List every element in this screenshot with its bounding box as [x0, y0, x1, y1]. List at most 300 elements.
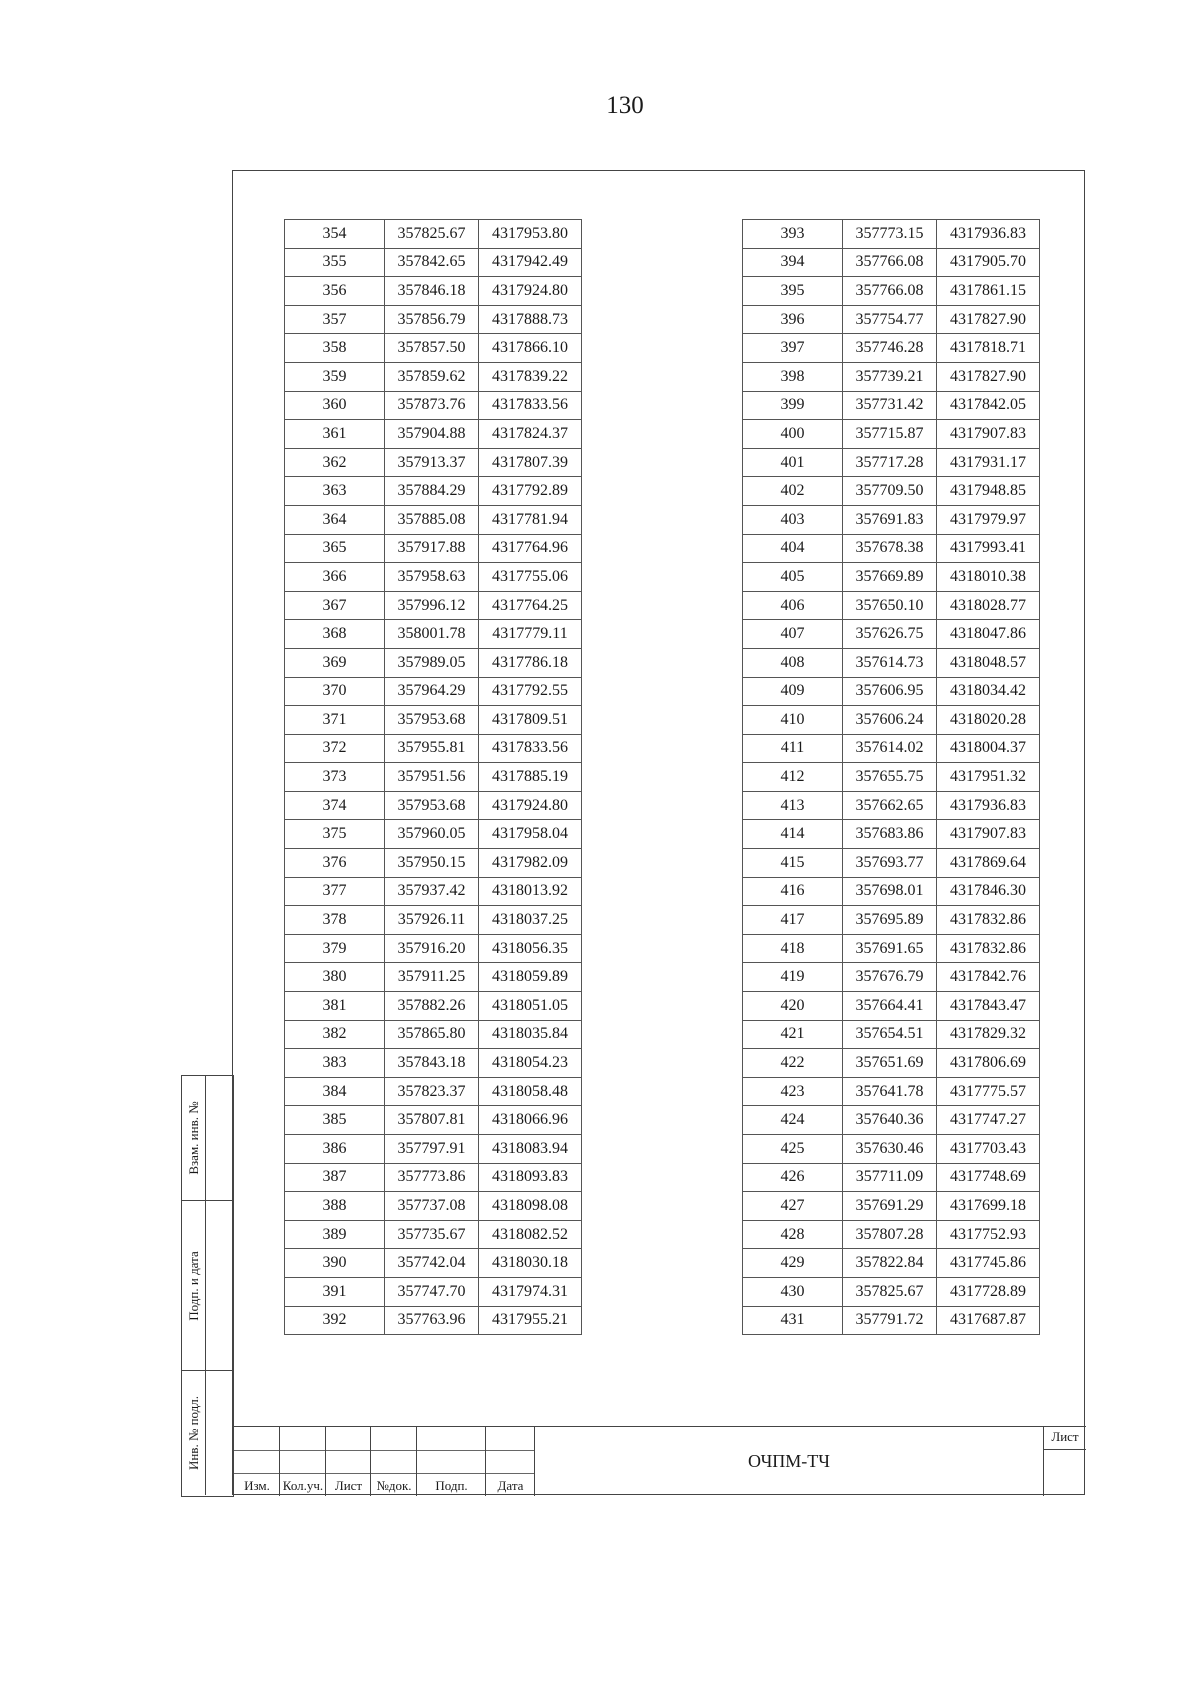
y-coordinate-cell: 4317832.86: [937, 906, 1040, 935]
table-row: [285, 220, 582, 249]
table-row: [743, 820, 1040, 849]
tb-header-koluch: Кол.уч.: [282, 1478, 324, 1493]
table-row: [743, 420, 1040, 449]
point-number-cell: 419: [743, 963, 843, 992]
point-number-cell: 376: [285, 849, 385, 878]
table-row: [743, 992, 1040, 1021]
table-row: [285, 877, 582, 906]
x-coordinate-cell: 357606.24: [843, 706, 937, 735]
y-coordinate-cell: 4317764.96: [479, 534, 582, 563]
x-coordinate-cell: 357669.89: [843, 563, 937, 592]
y-coordinate-cell: 4318098.08: [479, 1192, 582, 1221]
y-coordinate-cell: 4317781.94: [479, 505, 582, 534]
y-coordinate-cell: 4317824.37: [479, 420, 582, 449]
y-coordinate-cell: 4318059.89: [479, 963, 582, 992]
table-row: [743, 734, 1040, 763]
table-row: [743, 849, 1040, 878]
point-number-cell: 370: [285, 677, 385, 706]
x-coordinate-cell: 357709.50: [843, 477, 937, 506]
y-coordinate-cell: 4318013.92: [479, 877, 582, 906]
table-row: [285, 934, 582, 963]
y-coordinate-cell: 4317833.56: [479, 734, 582, 763]
x-coordinate-cell: 357693.77: [843, 849, 937, 878]
point-number-cell: 362: [285, 448, 385, 477]
table-row: [743, 1306, 1040, 1335]
side-label-vzam: Взам. инв. №: [186, 1101, 201, 1175]
point-number-cell: 423: [743, 1077, 843, 1106]
table-row: [743, 477, 1040, 506]
x-coordinate-cell: 357683.86: [843, 820, 937, 849]
y-coordinate-cell: 4318054.23: [479, 1049, 582, 1078]
table-row: [285, 1277, 582, 1306]
title-block-grid: [234, 1427, 535, 1496]
x-coordinate-cell: 357754.77: [843, 305, 937, 334]
point-number-cell: 379: [285, 934, 385, 963]
y-coordinate-cell: 4317842.05: [937, 391, 1040, 420]
page-number: 130: [606, 92, 644, 119]
y-coordinate-cell: 4317866.10: [479, 334, 582, 363]
table-row: [285, 563, 582, 592]
x-coordinate-cell: 357807.28: [843, 1220, 937, 1249]
y-coordinate-cell: 4317809.51: [479, 706, 582, 735]
point-number-cell: 382: [285, 1020, 385, 1049]
y-coordinate-cell: 4317829.32: [937, 1020, 1040, 1049]
y-coordinate-cell: 4317747.27: [937, 1106, 1040, 1135]
x-coordinate-cell: 357731.42: [843, 391, 937, 420]
table-row: [743, 934, 1040, 963]
y-coordinate-cell: 4317745.86: [937, 1249, 1040, 1278]
x-coordinate-cell: 357884.29: [385, 477, 479, 506]
document-code: ОЧПМ-ТЧ: [748, 1451, 830, 1471]
y-coordinate-cell: 4318083.94: [479, 1135, 582, 1164]
tb-header-ndok: №док.: [376, 1478, 412, 1493]
point-number-cell: 398: [743, 362, 843, 391]
table-row: [743, 305, 1040, 334]
x-coordinate-cell: 357960.05: [385, 820, 479, 849]
table-row: [743, 277, 1040, 306]
point-number-cell: 413: [743, 791, 843, 820]
x-coordinate-cell: 357763.96: [385, 1306, 479, 1335]
table-row: [743, 877, 1040, 906]
table-row: [285, 248, 582, 277]
point-number-cell: 390: [285, 1249, 385, 1278]
point-number-cell: 397: [743, 334, 843, 363]
y-coordinate-cell: 4317827.90: [937, 362, 1040, 391]
x-coordinate-cell: 357766.08: [843, 277, 937, 306]
x-coordinate-cell: 357678.38: [843, 534, 937, 563]
point-number-cell: 407: [743, 620, 843, 649]
x-coordinate-cell: 357989.05: [385, 648, 479, 677]
y-coordinate-cell: 4317786.18: [479, 648, 582, 677]
x-coordinate-cell: 357885.08: [385, 505, 479, 534]
y-coordinate-cell: 4317846.30: [937, 877, 1040, 906]
x-coordinate-cell: 357640.36: [843, 1106, 937, 1135]
x-coordinate-cell: 357766.08: [843, 248, 937, 277]
y-coordinate-cell: 4318004.37: [937, 734, 1040, 763]
table-row: [285, 1220, 582, 1249]
x-coordinate-cell: 357691.29: [843, 1192, 937, 1221]
x-coordinate-cell: 357917.88: [385, 534, 479, 563]
y-coordinate-cell: 4318066.96: [479, 1106, 582, 1135]
y-coordinate-cell: 4317942.49: [479, 248, 582, 277]
table-row: [285, 1163, 582, 1192]
x-coordinate-cell: 357873.76: [385, 391, 479, 420]
table-row: [285, 1192, 582, 1221]
x-coordinate-cell: 357882.26: [385, 992, 479, 1021]
point-number-cell: 392: [285, 1306, 385, 1335]
y-coordinate-cell: 4317907.83: [937, 420, 1040, 449]
y-coordinate-cell: 4317958.04: [479, 820, 582, 849]
side-cell-vzam: [182, 1076, 233, 1201]
x-coordinate-cell: 357773.15: [843, 220, 937, 249]
side-cell-podp: [182, 1201, 233, 1371]
table-row: [743, 334, 1040, 363]
x-coordinate-cell: 357655.75: [843, 763, 937, 792]
point-number-cell: 393: [743, 220, 843, 249]
y-coordinate-cell: 4317974.31: [479, 1277, 582, 1306]
point-number-cell: 387: [285, 1163, 385, 1192]
table-row: [743, 620, 1040, 649]
x-coordinate-cell: 357953.68: [385, 791, 479, 820]
x-coordinate-cell: 357614.73: [843, 648, 937, 677]
table-row: [285, 648, 582, 677]
table-row: [285, 1020, 582, 1049]
sheet-label: Лист: [1044, 1429, 1086, 1450]
x-coordinate-cell: 357958.63: [385, 563, 479, 592]
x-coordinate-cell: 357951.56: [385, 763, 479, 792]
point-number-cell: 361: [285, 420, 385, 449]
y-coordinate-cell: 4317807.39: [479, 448, 582, 477]
point-number-cell: 422: [743, 1049, 843, 1078]
x-coordinate-cell: 357842.65: [385, 248, 479, 277]
y-coordinate-cell: 4318037.25: [479, 906, 582, 935]
x-coordinate-cell: 357664.41: [843, 992, 937, 1021]
point-number-cell: 410: [743, 706, 843, 735]
point-number-cell: 408: [743, 648, 843, 677]
table-row: [285, 505, 582, 534]
y-coordinate-cell: 4318034.42: [937, 677, 1040, 706]
point-number-cell: 417: [743, 906, 843, 935]
x-coordinate-cell: 357996.12: [385, 591, 479, 620]
x-coordinate-cell: 357676.79: [843, 963, 937, 992]
point-number-cell: 414: [743, 820, 843, 849]
y-coordinate-cell: 4317748.69: [937, 1163, 1040, 1192]
y-coordinate-cell: 4318010.38: [937, 563, 1040, 592]
y-coordinate-cell: 4317792.89: [479, 477, 582, 506]
y-coordinate-cell: 4317818.71: [937, 334, 1040, 363]
table-row: [743, 1020, 1040, 1049]
y-coordinate-cell: 4317775.57: [937, 1077, 1040, 1106]
y-coordinate-cell: 4318093.83: [479, 1163, 582, 1192]
point-number-cell: 418: [743, 934, 843, 963]
x-coordinate-cell: 357859.62: [385, 362, 479, 391]
point-number-cell: 396: [743, 305, 843, 334]
x-coordinate-cell: 357717.28: [843, 448, 937, 477]
y-coordinate-cell: 4317779.11: [479, 620, 582, 649]
tb-header-list: Лист: [334, 1478, 363, 1493]
tb-header-izm: Изм.: [244, 1478, 270, 1493]
table-row: [285, 992, 582, 1021]
y-coordinate-cell: 4317752.93: [937, 1220, 1040, 1249]
table-row: [285, 677, 582, 706]
x-coordinate-cell: 357913.37: [385, 448, 479, 477]
point-number-cell: 385: [285, 1106, 385, 1135]
y-coordinate-cell: 4318020.28: [937, 706, 1040, 735]
x-coordinate-cell: 357865.80: [385, 1020, 479, 1049]
y-coordinate-cell: 4317792.55: [479, 677, 582, 706]
x-coordinate-cell: 357737.08: [385, 1192, 479, 1221]
point-number-cell: 426: [743, 1163, 843, 1192]
table-row: [285, 706, 582, 735]
table-row: [743, 1106, 1040, 1135]
point-number-cell: 389: [285, 1220, 385, 1249]
point-number-cell: 380: [285, 963, 385, 992]
point-number-cell: 406: [743, 591, 843, 620]
table-row: [743, 248, 1040, 277]
point-number-cell: 363: [285, 477, 385, 506]
table-row: [285, 1135, 582, 1164]
x-coordinate-cell: 357695.89: [843, 906, 937, 935]
table-row: [743, 563, 1040, 592]
x-coordinate-cell: 357746.28: [843, 334, 937, 363]
x-coordinate-cell: 357641.78: [843, 1077, 937, 1106]
point-number-cell: 356: [285, 277, 385, 306]
x-coordinate-cell: 357614.02: [843, 734, 937, 763]
point-number-cell: 391: [285, 1277, 385, 1306]
y-coordinate-cell: 4317703.43: [937, 1135, 1040, 1164]
table-row: [743, 220, 1040, 249]
point-number-cell: 378: [285, 906, 385, 935]
side-cell-inv: [182, 1371, 233, 1495]
point-number-cell: 424: [743, 1106, 843, 1135]
point-number-cell: 374: [285, 791, 385, 820]
x-coordinate-cell: 357715.87: [843, 420, 937, 449]
y-coordinate-cell: 4317885.19: [479, 763, 582, 792]
side-label-podp: Подп. и дата: [186, 1250, 201, 1321]
table-row: [743, 1163, 1040, 1192]
x-coordinate-cell: 357742.04: [385, 1249, 479, 1278]
table-row: [743, 1249, 1040, 1278]
y-coordinate-cell: 4318048.57: [937, 648, 1040, 677]
point-number-cell: 431: [743, 1306, 843, 1335]
y-coordinate-cell: 4318058.48: [479, 1077, 582, 1106]
table-row: [743, 591, 1040, 620]
x-coordinate-cell: 357606.95: [843, 677, 937, 706]
y-coordinate-cell: 4318030.18: [479, 1249, 582, 1278]
title-block: [234, 1426, 1086, 1497]
y-coordinate-cell: 4318082.52: [479, 1220, 582, 1249]
point-number-cell: 355: [285, 248, 385, 277]
point-number-cell: 383: [285, 1049, 385, 1078]
point-number-cell: 425: [743, 1135, 843, 1164]
point-number-cell: 386: [285, 1135, 385, 1164]
x-coordinate-cell: 357846.18: [385, 277, 479, 306]
y-coordinate-cell: 4318035.84: [479, 1020, 582, 1049]
y-coordinate-cell: 4317936.83: [937, 220, 1040, 249]
table-row: [743, 648, 1040, 677]
x-coordinate-cell: 357691.65: [843, 934, 937, 963]
tb-header-podp: Подп.: [435, 1478, 468, 1493]
table-row: [285, 1049, 582, 1078]
table-row: [285, 1306, 582, 1335]
table-row: [285, 1249, 582, 1278]
point-number-cell: 354: [285, 220, 385, 249]
point-number-cell: 421: [743, 1020, 843, 1049]
table-row: [285, 534, 582, 563]
x-coordinate-cell: 358001.78: [385, 620, 479, 649]
x-coordinate-cell: 357856.79: [385, 305, 479, 334]
x-coordinate-cell: 357691.83: [843, 505, 937, 534]
y-coordinate-cell: 4317948.85: [937, 477, 1040, 506]
point-number-cell: 416: [743, 877, 843, 906]
x-coordinate-cell: 357797.91: [385, 1135, 479, 1164]
sheet-cell: [1043, 1427, 1086, 1496]
y-coordinate-cell: 4317869.64: [937, 849, 1040, 878]
point-number-cell: 359: [285, 362, 385, 391]
x-coordinate-cell: 357843.18: [385, 1049, 479, 1078]
table-row: [285, 620, 582, 649]
x-coordinate-cell: 357822.84: [843, 1249, 937, 1278]
x-coordinate-cell: 357904.88: [385, 420, 479, 449]
table-row: [743, 1220, 1040, 1249]
y-coordinate-cell: 4317833.56: [479, 391, 582, 420]
y-coordinate-cell: 4317931.17: [937, 448, 1040, 477]
x-coordinate-cell: 357650.10: [843, 591, 937, 620]
x-coordinate-cell: 357911.25: [385, 963, 479, 992]
table-row: [285, 1106, 582, 1135]
y-coordinate-cell: 4317764.25: [479, 591, 582, 620]
y-coordinate-cell: 4317842.76: [937, 963, 1040, 992]
x-coordinate-cell: 357937.42: [385, 877, 479, 906]
x-coordinate-cell: 357950.15: [385, 849, 479, 878]
table-row: [743, 677, 1040, 706]
table-row: [285, 1077, 582, 1106]
table-row: [743, 963, 1040, 992]
table-row: [743, 391, 1040, 420]
point-number-cell: 381: [285, 992, 385, 1021]
coordinates-table-right: [742, 219, 1040, 1335]
x-coordinate-cell: 357654.51: [843, 1020, 937, 1049]
point-number-cell: 384: [285, 1077, 385, 1106]
point-number-cell: 399: [743, 391, 843, 420]
table-row: [285, 849, 582, 878]
point-number-cell: 377: [285, 877, 385, 906]
y-coordinate-cell: 4318028.77: [937, 591, 1040, 620]
table-row: [743, 1077, 1040, 1106]
point-number-cell: 357: [285, 305, 385, 334]
y-coordinate-cell: 4317955.21: [479, 1306, 582, 1335]
table-row: [743, 448, 1040, 477]
table-row: [743, 763, 1040, 792]
table-row: [285, 591, 582, 620]
point-number-cell: 394: [743, 248, 843, 277]
tb-header-data: Дата: [497, 1478, 524, 1493]
table-row: [285, 820, 582, 849]
y-coordinate-cell: 4318047.86: [937, 620, 1040, 649]
y-coordinate-cell: 4317951.32: [937, 763, 1040, 792]
table-row: [743, 906, 1040, 935]
point-number-cell: 360: [285, 391, 385, 420]
point-number-cell: 373: [285, 763, 385, 792]
x-coordinate-cell: 357630.46: [843, 1135, 937, 1164]
table-row: [285, 906, 582, 935]
point-number-cell: 412: [743, 763, 843, 792]
y-coordinate-cell: 4317907.83: [937, 820, 1040, 849]
table-row: [285, 963, 582, 992]
x-coordinate-cell: 357964.29: [385, 677, 479, 706]
table-row: [285, 477, 582, 506]
y-coordinate-cell: 4317924.80: [479, 277, 582, 306]
y-coordinate-cell: 4317728.89: [937, 1277, 1040, 1306]
x-coordinate-cell: 357926.11: [385, 906, 479, 935]
y-coordinate-cell: 4317936.83: [937, 791, 1040, 820]
x-coordinate-cell: 357825.67: [385, 220, 479, 249]
table-row: [743, 706, 1040, 735]
y-coordinate-cell: 4317953.80: [479, 220, 582, 249]
point-number-cell: 405: [743, 563, 843, 592]
table-row: [743, 791, 1040, 820]
y-coordinate-cell: 4317979.97: [937, 505, 1040, 534]
table-row: [743, 505, 1040, 534]
x-coordinate-cell: 357698.01: [843, 877, 937, 906]
point-number-cell: 369: [285, 648, 385, 677]
point-number-cell: 367: [285, 591, 385, 620]
table-row: [285, 277, 582, 306]
point-number-cell: 401: [743, 448, 843, 477]
side-stamp-strip: [181, 1075, 234, 1497]
x-coordinate-cell: 357739.21: [843, 362, 937, 391]
y-coordinate-cell: 4317924.80: [479, 791, 582, 820]
point-number-cell: 400: [743, 420, 843, 449]
y-coordinate-cell: 4317993.41: [937, 534, 1040, 563]
point-number-cell: 402: [743, 477, 843, 506]
point-number-cell: 430: [743, 1277, 843, 1306]
x-coordinate-cell: 357651.69: [843, 1049, 937, 1078]
y-coordinate-cell: 4317905.70: [937, 248, 1040, 277]
x-coordinate-cell: 357955.81: [385, 734, 479, 763]
point-number-cell: 372: [285, 734, 385, 763]
x-coordinate-cell: 357857.50: [385, 334, 479, 363]
table-row: [285, 334, 582, 363]
point-number-cell: 429: [743, 1249, 843, 1278]
x-coordinate-cell: 357662.65: [843, 791, 937, 820]
x-coordinate-cell: 357735.67: [385, 1220, 479, 1249]
point-number-cell: 420: [743, 992, 843, 1021]
y-coordinate-cell: 4318051.05: [479, 992, 582, 1021]
x-coordinate-cell: 357823.37: [385, 1077, 479, 1106]
table-row: [285, 791, 582, 820]
point-number-cell: 366: [285, 563, 385, 592]
point-number-cell: 364: [285, 505, 385, 534]
point-number-cell: 428: [743, 1220, 843, 1249]
y-coordinate-cell: 4317755.06: [479, 563, 582, 592]
table-row: [285, 734, 582, 763]
table-row: [285, 420, 582, 449]
point-number-cell: 409: [743, 677, 843, 706]
table-row: [743, 534, 1040, 563]
point-number-cell: 411: [743, 734, 843, 763]
x-coordinate-cell: 357626.75: [843, 620, 937, 649]
side-label-inv: Инв. № подл.: [186, 1395, 201, 1471]
y-coordinate-cell: 4317861.15: [937, 277, 1040, 306]
x-coordinate-cell: 357825.67: [843, 1277, 937, 1306]
table-row: [285, 362, 582, 391]
table-row: [743, 1192, 1040, 1221]
point-number-cell: 415: [743, 849, 843, 878]
y-coordinate-cell: 4317982.09: [479, 849, 582, 878]
y-coordinate-cell: 4317806.69: [937, 1049, 1040, 1078]
x-coordinate-cell: 357807.81: [385, 1106, 479, 1135]
